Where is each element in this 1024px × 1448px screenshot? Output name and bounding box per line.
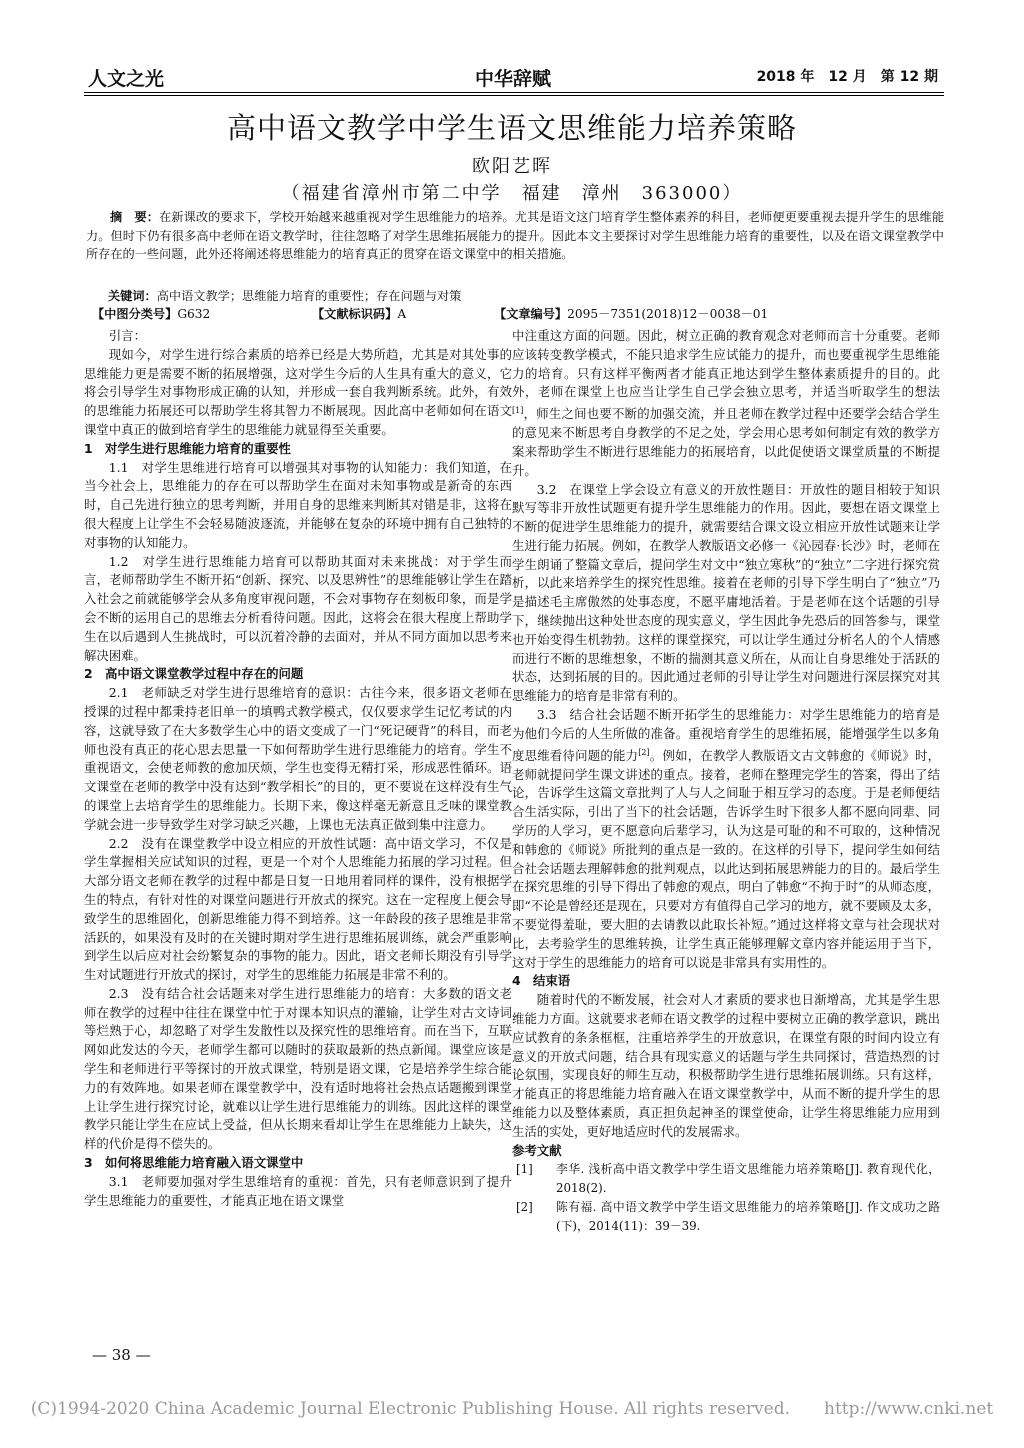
intro-paragraph: 现如今，对学生进行综合素质的培养已经是大势所趋，尤其是对其处事的思维能力更是需要不断的拓展增强，这对学生今后的人生具有重大的意义，它将会引导学生对事物形成正确的认知，并形成一套自我判断系统。此外，有效的思维能力拓展还可以帮助学生将其智力不断展现。因此高中老师如何在语文课堂中真正的做到培育学生的思维能力就显得至关重要。 <box>84 346 512 437</box>
clc-field <box>92 305 210 322</box>
section-2-1: 2.1 老师缺乏对学生进行思维培育的意识：古往今来，很多语文老师在授课的过程中都秉持老旧单一的填鸭式教学模式，仅仅要求学生记忆考试的内容，这就导致了在大多数学生心中的语文变成了一门“死记硬背”的科目，而老师也没有真正的花心思去思量一下如何帮助学生进行思维能力的培育。学生不重视语文，会使老师教的愈加厌烦，学生也变得无精打采，形成恶性循环。语文课堂在老师的教学中没有达到“教学相长”的目的，更不要说在这样没有生气的课堂上去培育学生的思维能力。长期下来，像这样毫无新意且乏味的课堂教学就会进一步导致学生对学习缺乏兴趣，上课也无法真正做到集中注意力。 <box>84 685 512 832</box>
section-3-1: 3.1 老师要加强对学生思维培育的重视：首先，只有老师意识到了提升学生思维能力的重要性，才能真正地在语文课堂 <box>84 1173 512 1208</box>
section-2-2: 2.2 没有在课堂教学中设立相应的开放性试题：高中语文学习，不仅是学生掌握相关应试知识的过程，更是一个对个人思维能力拓展的学习过程。但大部分语文老师在教学的过程中都是日复一日地用着同样的课件，没有根据学生的特点，有针对性的对课堂问题进行开放式的探究。这在一定程度上便会导致学生的思维固化，创新思维能力得不到培养。这一年龄段的孩子思维是非常活跃的，如果没有及时的在关键时期对学生进行思维拓展训练，就会严重影响到学生以后应对社会纷繁复杂的事物的能力。因此，语文老师长期没有引导学生对试题进行开放式的探讨，对学生的思维能力拓展是非常不利的。 <box>84 835 512 983</box>
affiliation: （福建省漳州市第二中学 福建 漳州 363000） <box>281 183 743 204</box>
running-header <box>88 64 938 90</box>
abstract-text: 在新课改的要求下，学校开始越来越重视对学生思维能力的培养。尤其是语文这门培育学生整体素养的科目，老师便更要重视去提升学生的思维能力。但时下仍有很多高中老师在语文教学时，往往忽略了对学生思维拓展能力的提升。因此本文主要探讨对学生思维能力培育的重要性，以及在语文课堂教学中所存在的一些问题，此外还将阐述将思维能力的培育真正的贯穿在语文课堂中的相关措施。 <box>86 210 945 261</box>
author: 欧阳艺晖 <box>472 156 552 177</box>
reference-text: 陈有福. 高中语文教学中学生语文思维能力的培养策略[J]. 作文成功之路(下)，2014(11)：39－39. <box>556 1199 940 1233</box>
section-1-2: 1.2 对学生进行思维能力培育可以帮助其面对未来挑战：对于学生而言，老师帮助学生不断开拓“创新、探究、以及思辨性”的思维能够让学生在踏入社会之前就能够学会从多角度审视问题，不会对事物存在刻板印象，而是学会不断的运用自己的思维去分析看待问题。因此，这将会在很大程度上帮助学生在以后遇到人生挑战时，可以沉着冷静的去面对，并从不同方面加以思考来解决困难。 <box>84 553 512 663</box>
right-column <box>512 327 940 1236</box>
section-3-heading: 3 如何将思维能力培育融入语文课堂中 <box>84 1155 304 1171</box>
article-no-value: 2095－7351(2018)12－0038－01 <box>567 307 769 321</box>
keywords-label: 关键词： <box>108 289 157 303</box>
article-no-label: 【文章编号】 <box>494 307 568 321</box>
conclusion-paragraph: 随着时代的不断发展，社会对人才素质的要求也日渐增高，尤其是学生思维能力方面。这就要求老师在语文教学的过程中要树立正确的教学意识，跳出应试教育的条条框框，注重培养学生的开放意识，在课堂有限的时间内设立有意义的开放式问题，结合具有现实意义的话题与学生共同探讨，营造热烈的讨论氛围，实现良好的师生互动，积极帮助学生进行思维拓展训练。只有这样，才能真正的将思维能力培育融入在语文课堂教学中，从而不断的提升学生的思维能力以及整体素质，真正担负起神圣的课堂使命，让学生将思维能力应用到生活的实处，更好地适应时代的发展需求。 <box>512 992 940 1139</box>
section-3-1-text-b: ，师生之间也要不断的加强交流，并且老师在教学过程中还要学会结合学生的意见来不断思考自身教学的不足之处，学会用心思考如何制定有效的教学方案来帮助学生不断进行思维能力的拓展培育，以此促使语文课堂质量的不断提升。 <box>512 406 940 478</box>
reference-number: [2] <box>516 1199 533 1214</box>
doc-code-value: A <box>397 307 407 321</box>
section-2-heading: 2 高中语文课堂教学过程中存在的问题 <box>84 666 304 682</box>
intro-heading: 引言： <box>108 328 146 343</box>
header-journal-name: 中华辞赋 <box>474 68 551 90</box>
references-heading: 参考文献 <box>512 1142 562 1158</box>
section-3-3-text-a: 3.3 结合社会话题不断开拓学生的思维能力：对学生思维能力的培育是为他们今后的人生所做的准备。重视培育学生的思维拓展，能增强学生以多角度思维看待问题的能力 <box>512 707 940 763</box>
section-1-1: 1.1 对学生思维进行培育可以增强其对事物的认知能力：我们知道，在当今社会上，思维能力的存在可以帮助学生在面对未知事物或是新奇的东西时，自己先进行独立的思考判断，并用自身的思维来判断其对错是非，这将在很大程度上让学生不会轻易随波逐流，并能够在复杂的环境中拥有自己独特的对事物的认知能力。 <box>84 459 512 550</box>
section-3-2: 3.2 在课堂上学会设立有意义的开放性题目：开放性的题目相较于知识默写等非开放性试题更有提升学生思维能力的作用。因此，要想在语文课堂上不断的促进学生思维能力的提升，就需要结合课文设立相应开放性试题来让学生进行能力拓展。例如，在教学人教版语文必修一《沁园春·长沙》时，老师在学生朗诵了整篇文章后，提问学生对文中“独立寒秋”的“独立”二字进行探究赏析，以此来培养学生的探究性思维。接着在老师的引导下学生明白了“独立”乃是描述毛主席傲然的处事态度，不愿平庸地活着。于是老师在这个话题的引导下，继续抛出这种处世态度的现实意义，学生因此争先恐后的回答参与，课堂也开始变得生机勃勃。这样的课堂探究，可以让学生通过分析名人的个人情感而进行不断的思维想象，不断的揣测其意义所在，从而让自身思维处于活跃的状态，达到拓展的目的。因此通过老师的引导让学生对问题进行深层探究对其思维能力的培育是非常有利的。 <box>512 481 940 704</box>
header-issue-info: 2018 年 12 月 第 12 期 <box>756 69 938 85</box>
paper-title: 高中语文教学中学生语文思维能力培养策略 <box>226 111 797 145</box>
section-4-heading: 4 结束语 <box>512 973 571 989</box>
section-3-1-text-a: 中注重这方面的问题。因此，树立正确的教育观念对老师而言十分重要。老师应该转变教学模式，不能只追求学生应试能力的提升，而也要重视学生思维能力的培育。只有这样平衡两者才能真正地达到学生整体素质提升的目的。此外，老师在课堂上也应当让学生自己学会独立思考，并适当听取学生的想法 <box>512 328 940 400</box>
doc-code-label: 【文献标识码】 <box>312 307 398 321</box>
reference-item <box>512 1198 940 1236</box>
keywords <box>108 287 461 304</box>
section-3-3 <box>512 706 940 972</box>
copyright-footer: (C)1994-2020 China Academic Journal Electronic Publishing House. All rights reserved. http://www.cnki.net <box>30 1399 994 1419</box>
clc-value: G632 <box>177 307 211 321</box>
doc-code-field <box>312 305 406 322</box>
reference-number: [1] <box>516 1162 533 1177</box>
reference-item <box>512 1160 940 1198</box>
citation-1: [1] <box>512 406 524 416</box>
header-rule <box>84 92 944 93</box>
article-no-field <box>494 305 768 322</box>
page-number: — 38 — <box>92 1346 151 1364</box>
section-1-heading: 1 对学生进行思维能力培育的重要性 <box>84 440 291 456</box>
left-column <box>84 327 512 1210</box>
section-3-3-text-b: 。例如，在教学人教版语文古文韩愈的《师说》时，老师就提问学生课文讲述的重点。接着，老师在整理完学生的答案，得出了结论，告诉学生这篇文章批判了人与人之间耻于相互学习的态度。于是老师便结合生活实际，引出了当下的社会话题，告诉学生时下很多人都不愿向同辈、同学历的人学习，更不愿意向后辈学习，认为这是可耻的和不可取的，这种情况和韩愈的《师说》所批判的重点是一致的。在这样的引导下，提问学生如何结合社会话题去理解韩愈的批判观点，以此达到拓展思辨能力的目的。最后学生在探究思维的引导下得出了韩愈的观点，明白了韩愈“不拘于时”的从师态度，即“不论是曾经还是现在，只要对方有值得自己学习的地方，就不要顾及太多，不要觉得羞耻，要大胆的去请教以此取长补短。”通过这样将文章与社会现状对比，去考验学生的思维转换，让学生真正能够理解文章内容并能运用于当下，这对于学生的思维能力的培育可以说是非常具有实用性的。 <box>512 747 941 970</box>
section-2-3: 2.3 没有结合社会话题来对学生进行思维能力的培育：大多数的语文老师在教学的过程中往往在课堂中忙于对课本知识点的灌输，让学生对古文诗词等烂熟于心，却忽略了对学生发散性以及探究性的思维培育。而在当下，互联网如此发达的今天，老师学生都可以随时的获取最新的热点新闻。课堂应该是学生和老师进行平等探讨的开放式课堂，特别是语文课，它是培养学生综合能力的有效阵地。如果老师在课堂教学中，没有适时地将社会热点话题搬到课堂上让学生进行探究讨论，就难以让学生进行思维能力的训练。因此这样的课堂教学只能让学生在应试上受益，但从长期来看却让学生在思维能力上缺失，这样的代价是得不偿失的。 <box>84 985 512 1152</box>
reference-text: 李华. 浅析高中语文教学中学生语文思维能力培养策略[J]. 教育现代化，2018(2). <box>556 1162 940 1196</box>
header-rule-thin <box>84 95 944 96</box>
keywords-text: 高中语文教学；思维能力培育的重要性；存在问题与对策 <box>156 289 462 303</box>
abstract-label: 摘 要： <box>110 210 160 224</box>
abstract <box>86 208 944 264</box>
section-3-1-continued <box>512 327 940 481</box>
clc-label: 【中图分类号】 <box>92 307 178 321</box>
citation-2: [2] <box>638 747 650 757</box>
header-column-name: 人文之光 <box>88 68 165 90</box>
